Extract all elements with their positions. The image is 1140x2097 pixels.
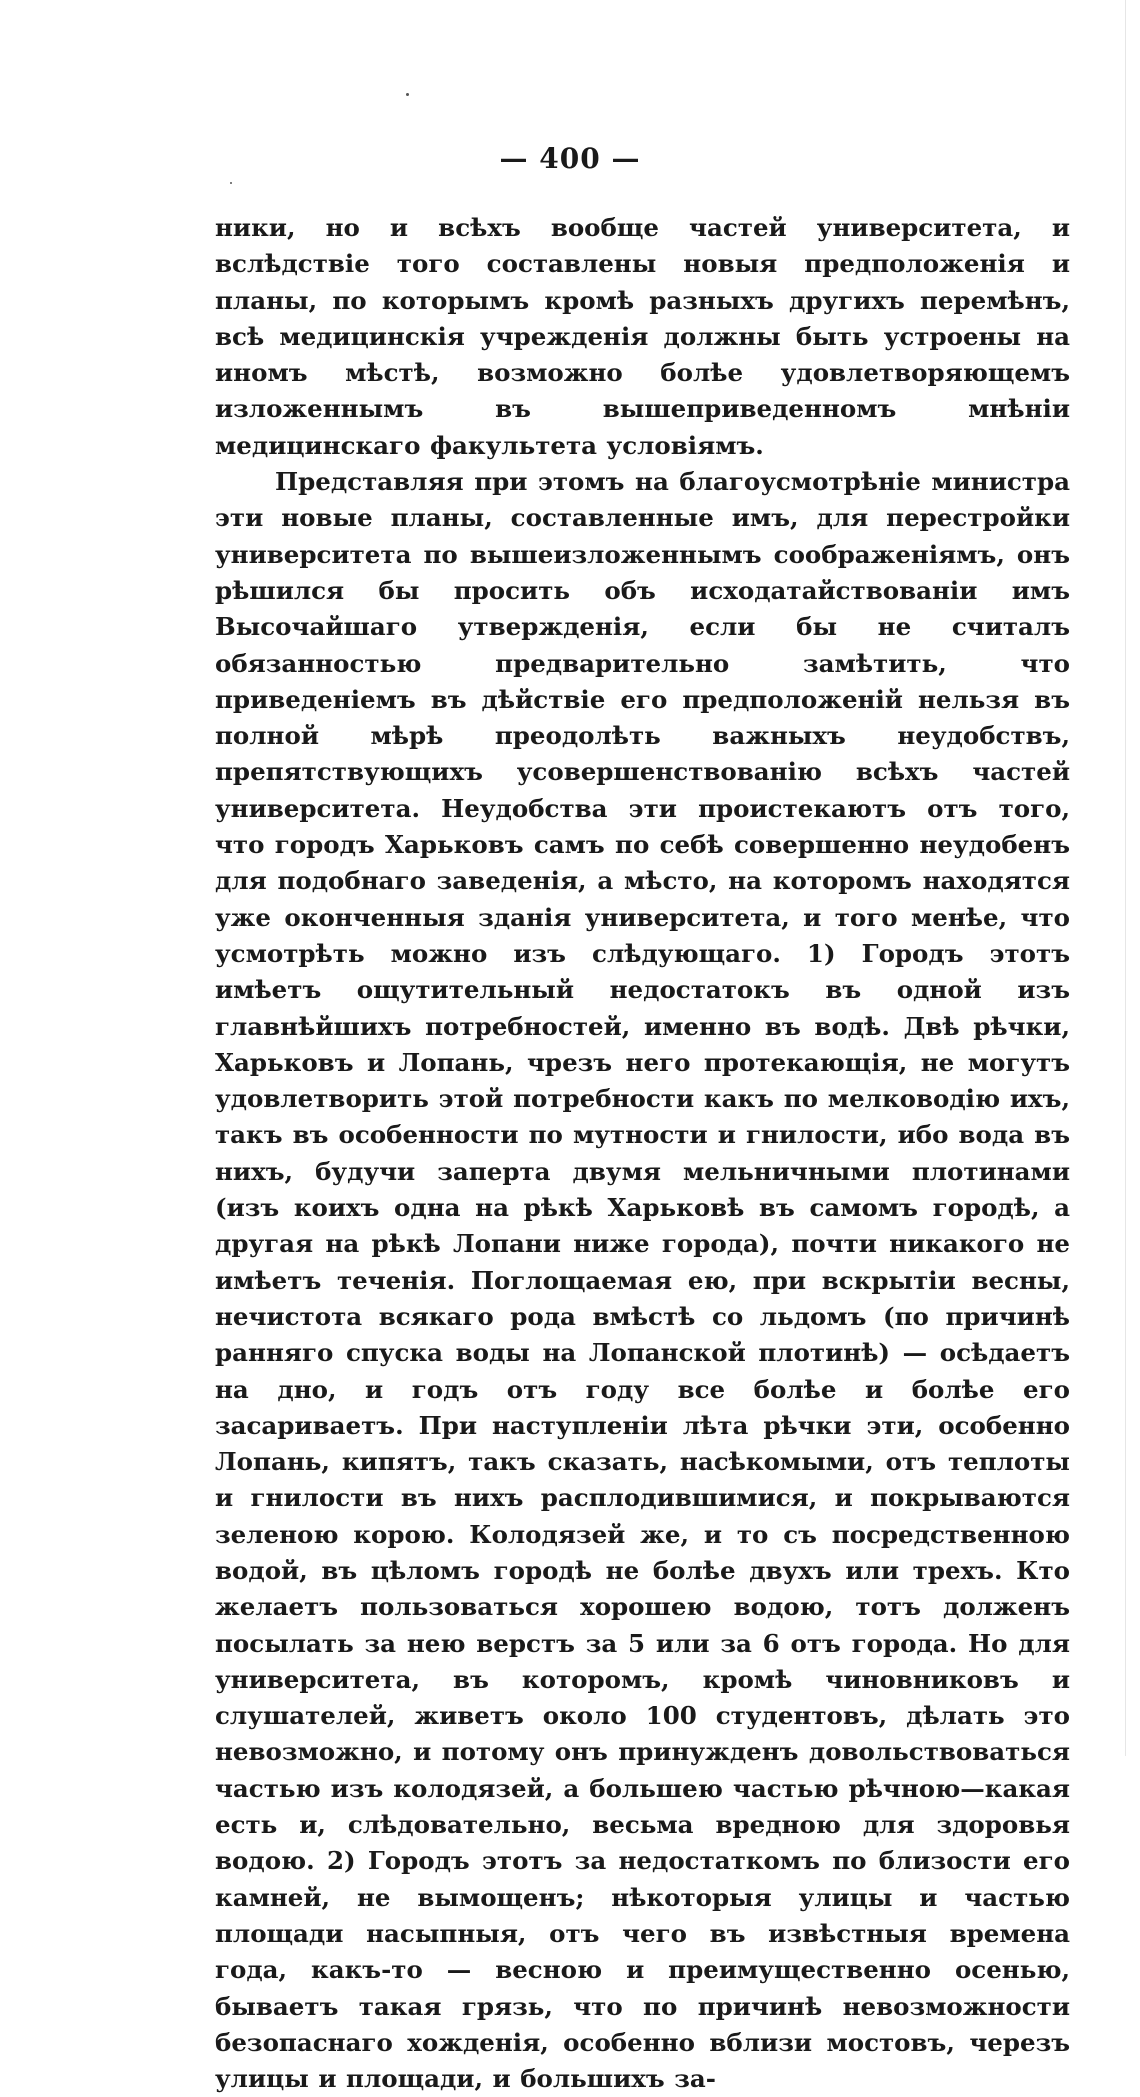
- print-speck: [406, 93, 409, 96]
- paragraph-2: Представляя при этомъ на благоусмотрѣніе министра эти новые планы, составленные имъ, для перестройки университета по вышеизложеннымъ соображеніямъ, онъ рѣшился бы просить объ исходатайствованіи имъ Высочайшаго утвержденія, если бы не считалъ обязанностью предварительно замѣтить, что приведеніемъ въ дѣйствіе его предположеній нельзя въ полной мѣрѣ преодолѣть важныхъ неудобствъ, препятствующихъ усовершенствованію всѣхъ частей университета. Неудобства эти проистекаютъ отъ того, что городъ Харьковъ самъ по себѣ совершенно неудобенъ для подобнаго заведенія, а мѣсто, на которомъ находятся уже оконченныя зданія университета, и того менѣе, что усмотрѣть можно изъ слѣдующаго. 1) Городъ этотъ имѣетъ ощутительный недостатокъ въ одной изъ главнѣйшихъ потребностей, именно въ водѣ. Двѣ рѣчки, Харьковъ и Лопань, чрезъ него протекающія, не могутъ удовлетворить этой потребности какъ по мелководію ихъ, такъ въ особенности по мутности и гнилости, ибо вода въ нихъ, будучи заперта двумя мельничными плотинами (изъ коихъ одна на рѣкѣ Харьковѣ въ самомъ городѣ, а другая на рѣкѣ Лопани ниже города), почти никакого не имѣетъ теченія. Поглощаемая ею, при вскрытіи весны, нечистота всякаго рода вмѣстѣ со льдомъ (по причинѣ ранняго спуска воды на Лопанской плотинѣ) — осѣдаетъ на дно, и годъ отъ году все болѣе и болѣе его засариваетъ. При наступленіи лѣта рѣчки эти, особенно Лопань, кипятъ, такъ сказать, насѣкомыми, отъ теплоты и гнилости въ нихъ расплодившимися, и покрываются зеленою корою. Колодязей же, и то съ посредственною водой, въ цѣломъ городѣ не болѣе двухъ или трехъ. Кто желаетъ пользоваться хорошею водою, тотъ долженъ посылать за нею верстъ за 5 или за 6 отъ города. Но для университета, въ которомъ, кромѣ чиновниковъ и слушателей, живетъ около 100 студентовъ, дѣлать это невозможно, и потому онъ принужденъ довольствоваться частью изъ колодязей, а большею частью рѣчною—какая есть и, слѣдовательно, весьма вредною для здоровья водою. 2) Городъ этотъ за недостаткомъ по близости его камней, не вымощенъ; нѣкоторыя улицы и частью площади насыпныя, отъ чего въ извѣстныя времена года, какъ-то — весною и преимущественно осенью, бываетъ такая грязь, что по причинѣ невозможности безопаснаго хожденія, особенно вблизи мостовъ, черезъ улицы и площади, и большихъ за-: [215, 467, 1070, 2094]
- page-number: — 400 —: [499, 142, 641, 175]
- page-edge-line: [1125, 0, 1126, 1756]
- print-speck: [230, 182, 232, 184]
- body-text: [215, 210, 1070, 2097]
- paragraph-1: ники, но и всѣхъ вообще частей университета, и вслѣдствіе того составлены новыя предположенія и планы, по которымъ кромѣ разныхъ другихъ перемѣнъ, всѣ медицинскія учрежденія должны быть устроены на иномъ мѣстѣ, возможно болѣе удовлетворяющемъ изложеннымъ въ вышеприведенномъ мнѣніи медицинскаго факультета условіямъ.: [215, 213, 1070, 460]
